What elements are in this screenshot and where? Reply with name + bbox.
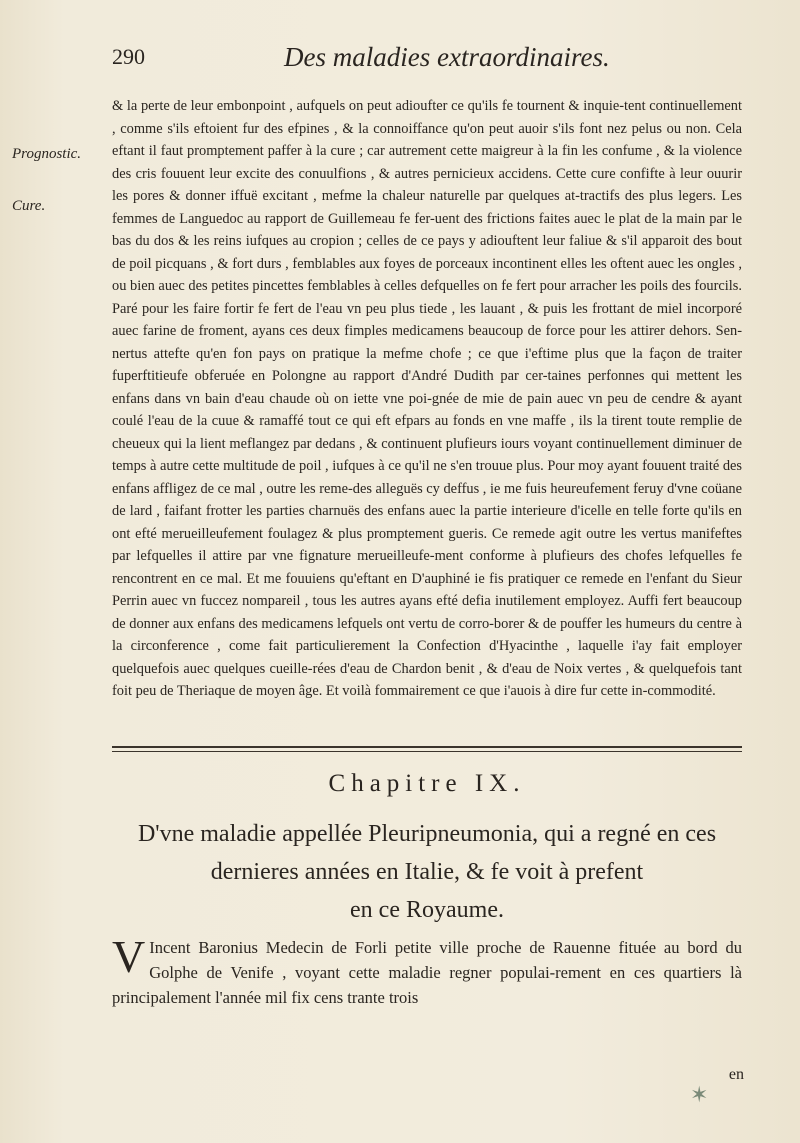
chapter-title-line: D'vne maladie appellée Pleuripneumonia, qui a regné en ces bbox=[137, 821, 717, 847]
page-header bbox=[112, 42, 760, 78]
margin-note-prognostic: Prognostic. bbox=[12, 146, 82, 162]
margin-note-cure: Cure. bbox=[12, 198, 46, 214]
chapter-body bbox=[112, 931, 742, 1010]
page-number: 290 bbox=[112, 44, 145, 69]
chapter-title-line: dernieres années en Italie, & fe voit à prefent bbox=[210, 859, 644, 885]
chapter-divider-rule bbox=[112, 746, 742, 752]
drop-cap: V bbox=[112, 931, 146, 982]
chapter-title-line: en ce Royaume. bbox=[350, 897, 504, 923]
ink-smudge-icon: ✶ bbox=[690, 1083, 709, 1108]
body-text bbox=[112, 95, 742, 703]
running-title: Des maladies extraordinaires. bbox=[284, 42, 610, 72]
body-paragraph: & la perte de leur embonpoint , aufquels on peut adioufter ce qu'ils fe tournent & inquie-tent continuellement , comme s'ils eftoient fur des efpines , & la connoiffance qu'on peut auoir s'ils font nez pelus ou non. Cela eftant il faut promptement paffer à la cure ; car autrement cette maigreur à la fin les confume , & la violence des cris fouuent leur excite des conuulfions , & autres pernicieux accidens. Cette cure confifte à leur ouurir les pores & donner iffuë excitant , mefme la chaleur naturelle par quelques at-tractifs des plus legers. Les femmes de Languedoc au rapport de Guillemeau fe fer-uent des frictions faites auec le plat de la main par le bas du dos & les reins iufques au cropion ; celles de ce pays y adiouftent leur faliue & s'il apparoit des bout de poil picquans , & fort durs , femblables aux foyes de porceaux incontinent elles les oftent auec les ongles , ou bien auec des petites pincettes femblables à celles defquelles on fe fert pour arracher les poils des fourcils. Paré pour les faire fortir fe fert de l'eau vn peu plus tiede , les lauant , & puis les frottant de miel incorporé auec farine de froment, ayans ces deux fimples medicamens beaucoup de force pour les attirer dehors. Sen-nertus attefte qu'en fon pays on pratique la mefme chofe ; ce que i'eftime plus que la façon de traiter fuperftitieufe obferuée en Polongne au rapport d'André Dudith par cer-taines perfonnes qui mettent les enfans dans vn bain d'eau chaude où on iette vne poi-gnée de mie de pain auec vn peu de cendre & ayant coulé l'eau de la cuue & ramaffé tout ce qui eft efpars au fonds en vne maffe , ils la tirent toute remplie de cheueux qui la lient meflangez par dedans , & continuent plufieurs iours voyant continuellement diminuer de temps à autre cette multitude de poil , iufques à ce qu'il ne s'en trouue plus. Pour moy ayant fouuent traité des enfans affligez de ce mal , outre les reme-des alleguës cy deffus , ie me fuis heureufement feruy d'vne coüane de lard , faifant frotter les parties charnuës des enfans auec la partie interieure d'icelle en telle forte qu'ils en ont efté merueilleufement foulagez & plus promptement gueris. Ce remede agit outre les vertus manifeftes par lefquelles il attire par vne fignature merueilleufe-ment conforme à plufieurs des chofes lefquelles fe rencontrent en ce mal. Et me fouuiens qu'eftant en D'auphiné ie fis pratiquer ce remede en l'enfant du Sieur Perrin auec vn fuccez nompareil , tous les autres ayans efté defia inutilement employez. Auffi fert beaucoup de donner aux enfans des medicamens lefquels ont vertu de corro-borer & de pouffer les humeurs du centre à la circonference , come fait particulierement la Confection d'Hyacinthe , laquelle i'ay fait employer quelquefois auec quelques cueille-rées d'eau de Chardon benit , & d'eau de Noix vertes , & quelquefois tant foit peu de Theriaque de moyen âge. Et voilà fommairement ce que i'auois à dire fur cette in-commodité. bbox=[112, 98, 742, 699]
chapter-title bbox=[112, 815, 742, 929]
chapter-heading: Chapitre IX. bbox=[328, 770, 526, 797]
catchword: en bbox=[728, 1066, 744, 1083]
chapter-opening-text: Incent Baronius Medecin de Forli petite ville proche de Rauenne fituée au bord du Golphe de Venife , voyant cette maladie regner populai-rement en ces quartiers là principalement l'année mil fix cens trante trois bbox=[112, 938, 742, 1007]
